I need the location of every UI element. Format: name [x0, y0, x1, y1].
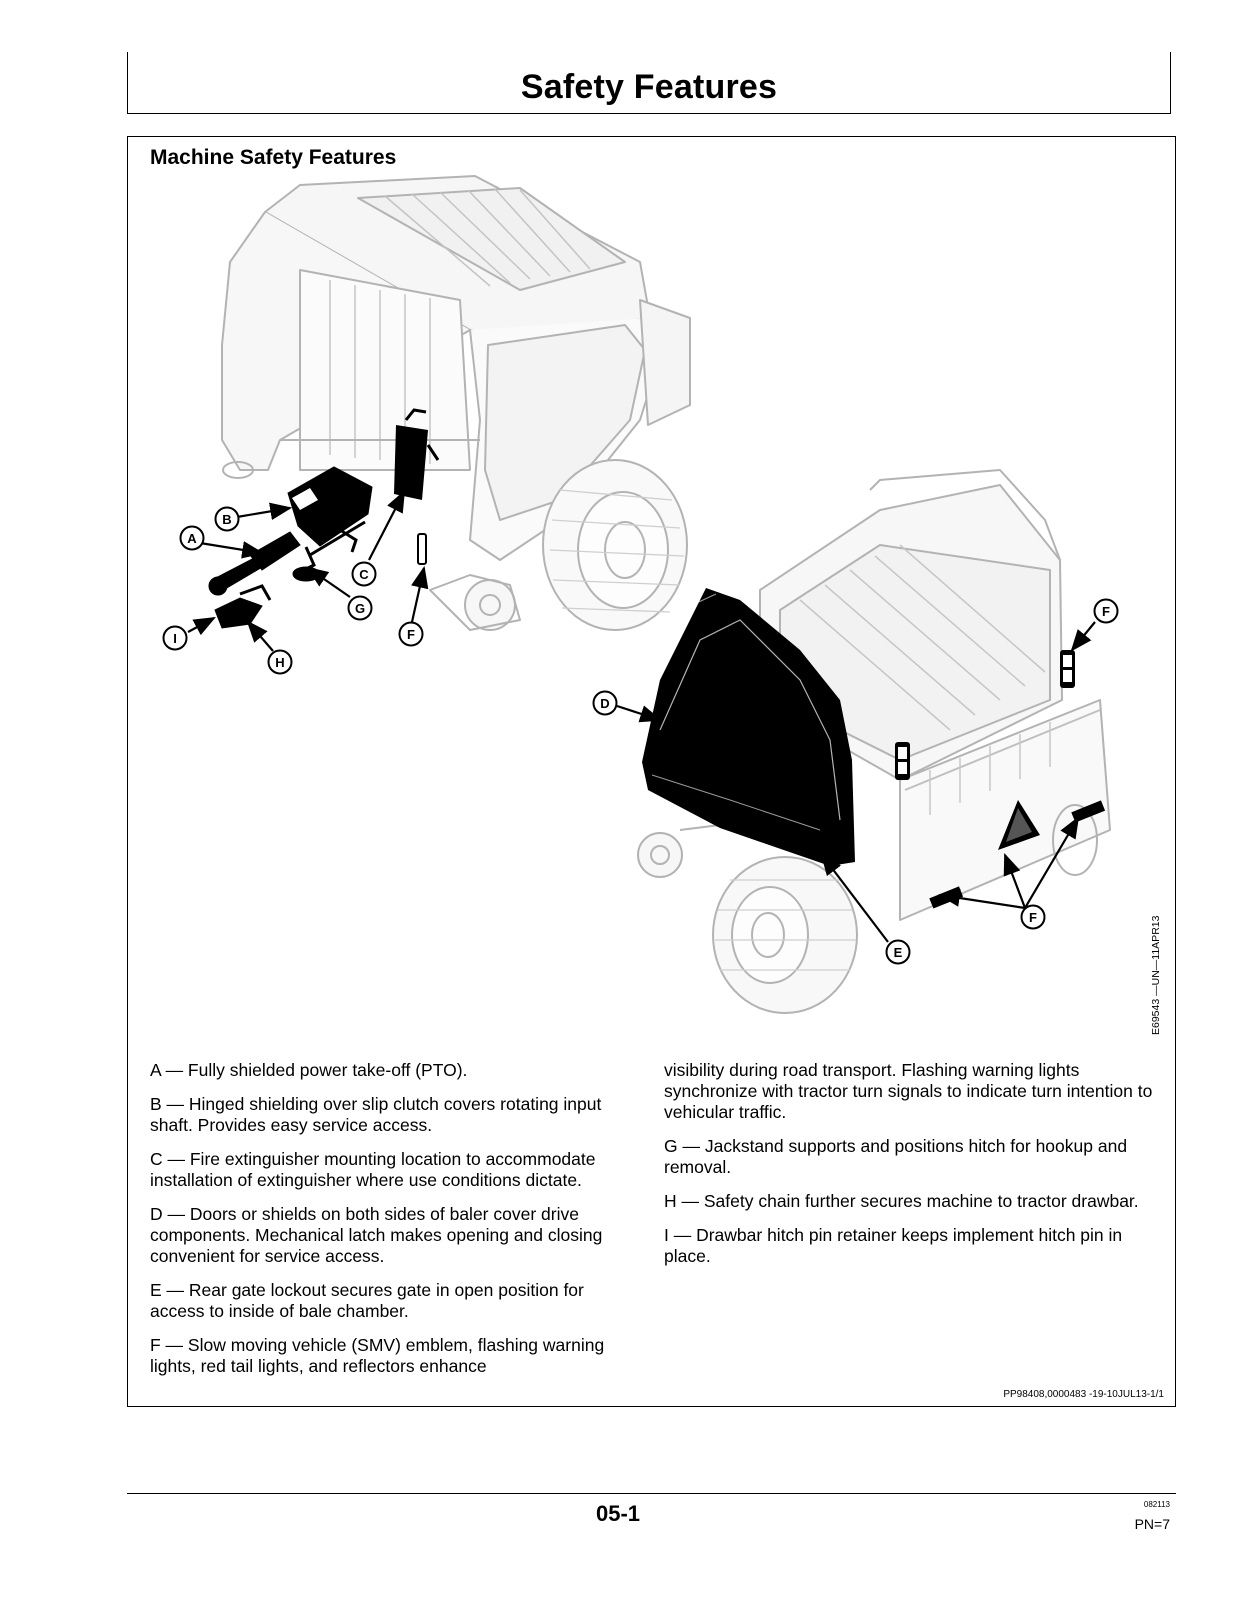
item-C-description: C — Fire extinguisher mounting location to accommodate installation of extinguisher where use conditions dictate.	[150, 1149, 596, 1190]
callout-D-label: D	[600, 696, 610, 711]
callout-H-label: H	[275, 655, 285, 670]
callout-B	[216, 508, 239, 531]
page-title: Safety Features	[520, 68, 778, 106]
footer-divider	[127, 1493, 1176, 1494]
item-F-description-part2: visibility during road transport. Flashing warning lights synchronize with tractor turn signals to indicate turn intention to vehicular traffic.	[664, 1060, 1153, 1122]
callout-A-label: A	[187, 531, 197, 546]
callout-B-label: B	[222, 512, 232, 527]
callout-I-label: I	[173, 631, 177, 646]
callout-F-front	[400, 623, 423, 646]
baler-front-view	[222, 176, 690, 630]
callout-F-lights-label: F	[1102, 604, 1110, 619]
page-number: 05-1	[595, 1501, 641, 1526]
callout-F-front-label: F	[407, 627, 415, 642]
item-G-description: G — Jackstand supports and positions hitch for hookup and removal.	[664, 1136, 1128, 1177]
figure-id: E69543 —UN—11APR13	[1150, 915, 1162, 1035]
callout-E	[887, 941, 910, 964]
item-H-description: H — Safety chain further secures machine to tractor drawbar.	[664, 1191, 1139, 1211]
callout-H	[269, 651, 292, 674]
callout-I	[164, 627, 187, 650]
section-title: Machine Safety Features	[150, 146, 397, 169]
item-F-description-part1: F — Slow moving vehicle (SMV) emblem, flashing warning lights, red tail lights, and reflectors enhance	[150, 1335, 605, 1376]
date-code: 082113	[1143, 1500, 1170, 1509]
item-I-description: I — Drawbar hitch pin retainer keeps implement hitch pin in place.	[664, 1225, 1123, 1266]
description-column-left	[150, 1060, 642, 1390]
callout-A	[181, 527, 204, 550]
callout-C	[353, 563, 376, 586]
baler-illustration	[128, 172, 1168, 1032]
callout-E-label: E	[893, 945, 903, 960]
callout-C-label: C	[359, 567, 369, 582]
item-D-description: D — Doors or shields on both sides of baler cover drive components. Mechanical latch makes opening and closing convenient for service access.	[150, 1204, 603, 1266]
callout-D	[594, 692, 617, 715]
callout-G-label: G	[354, 601, 366, 616]
callout-F-rear	[1022, 906, 1045, 929]
side-reflector	[418, 534, 426, 564]
item-A-description: A — Fully shielded power take-off (PTO).	[150, 1060, 468, 1080]
description-column-right	[664, 1060, 1156, 1280]
item-E-description: E — Rear gate lockout secures gate in open position for access to inside of bale chamber.	[150, 1280, 584, 1321]
pn-label: PN=7	[1134, 1516, 1170, 1532]
callout-F-lights	[1095, 600, 1118, 623]
callout-G	[349, 597, 372, 620]
item-B-description: B — Hinged shielding over slip clutch covers rotating input shaft. Provides easy service access.	[150, 1094, 602, 1135]
reference-code: PP98408,0000483 -19-10JUL13-1/1	[1003, 1389, 1164, 1400]
callout-F-rear-label: F	[1029, 910, 1037, 925]
